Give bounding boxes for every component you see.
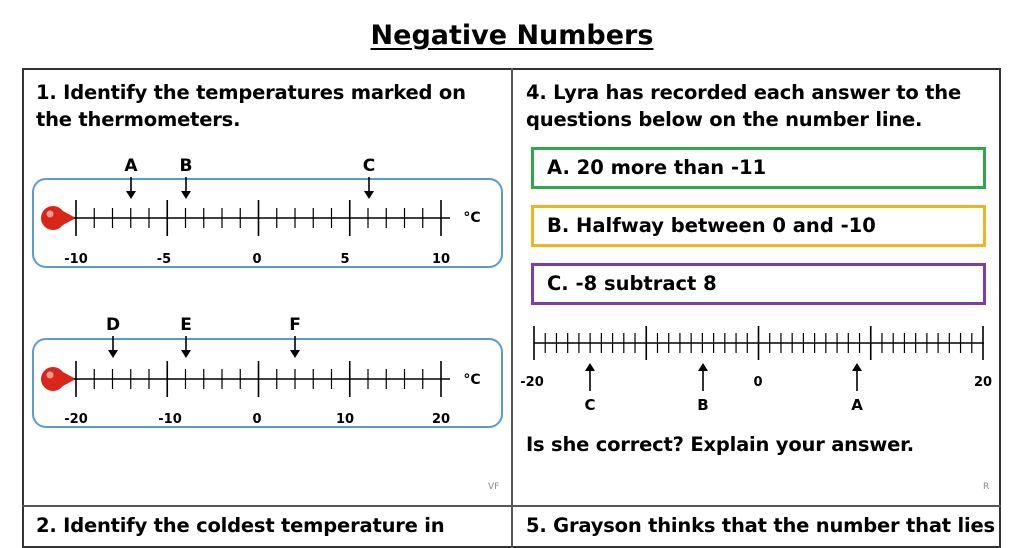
number-line-label-0: 0 bbox=[753, 375, 763, 390]
question-4-line-1: 4. Lyra has recorded each answer to the bbox=[526, 81, 961, 104]
marker-arrowhead bbox=[852, 363, 862, 371]
marker-label-b: B bbox=[179, 156, 193, 176]
thermometer-2-label-0: 0 bbox=[252, 412, 262, 427]
question-5-text: 5. Grayson thinks that the number that lies bbox=[526, 514, 995, 537]
question-1-line-1: 1. Identify the temperatures marked on bbox=[36, 81, 466, 104]
option-a-box: A. 20 more than -11 bbox=[531, 147, 986, 189]
number-line-label-minus-20: -20 bbox=[520, 375, 544, 390]
option-c-box: C. -8 subtract 8 bbox=[531, 263, 986, 305]
question-4-line-2: questions below on the number line. bbox=[526, 108, 923, 131]
thermometer-2-label-minus-20: -20 bbox=[64, 412, 88, 427]
question-2-text: 2. Identify the coldest temperature in bbox=[36, 514, 445, 537]
page-title: Negative Numbers bbox=[370, 20, 654, 51]
marker-label-c: C bbox=[362, 156, 376, 176]
marker-label-a: A bbox=[124, 156, 138, 176]
marker-label-f: F bbox=[289, 315, 301, 335]
marker-arrowhead bbox=[698, 363, 708, 371]
number-line-marker-label-a: A bbox=[851, 396, 863, 414]
marker-arrowhead bbox=[585, 363, 595, 371]
question-1-line-2: the thermometers. bbox=[36, 108, 241, 131]
thermometer-2-unit: °C bbox=[463, 372, 481, 388]
thermometer-2-label-minus-10: -10 bbox=[158, 412, 182, 427]
thermometer-2-label-20: 20 bbox=[431, 412, 451, 427]
thermometer-1-label-minus-5: -5 bbox=[156, 252, 172, 267]
thermometer-1-label-5: 5 bbox=[340, 252, 350, 267]
thermometer-1-unit: °C bbox=[463, 210, 481, 226]
question-4-prompt: Is she correct? Explain your answer. bbox=[526, 433, 914, 456]
marker-label-d: D bbox=[105, 315, 121, 335]
number-line-label-20: 20 bbox=[973, 375, 993, 390]
number-line-marker-label-b: B bbox=[697, 396, 709, 414]
option-b-box: B. Halfway between 0 and -10 bbox=[531, 205, 986, 247]
number-line-marker-label-c: C bbox=[584, 396, 596, 414]
question-4-code: R bbox=[983, 482, 990, 492]
thermometer-2-label-10: 10 bbox=[335, 412, 355, 427]
marker-label-e: E bbox=[180, 315, 192, 335]
thermometer-1-label-10: 10 bbox=[431, 252, 451, 267]
question-1-code: VF bbox=[488, 482, 500, 492]
thermometer-1-label-0: 0 bbox=[252, 252, 262, 267]
thermometer-1-label-minus-10: -10 bbox=[64, 252, 88, 267]
